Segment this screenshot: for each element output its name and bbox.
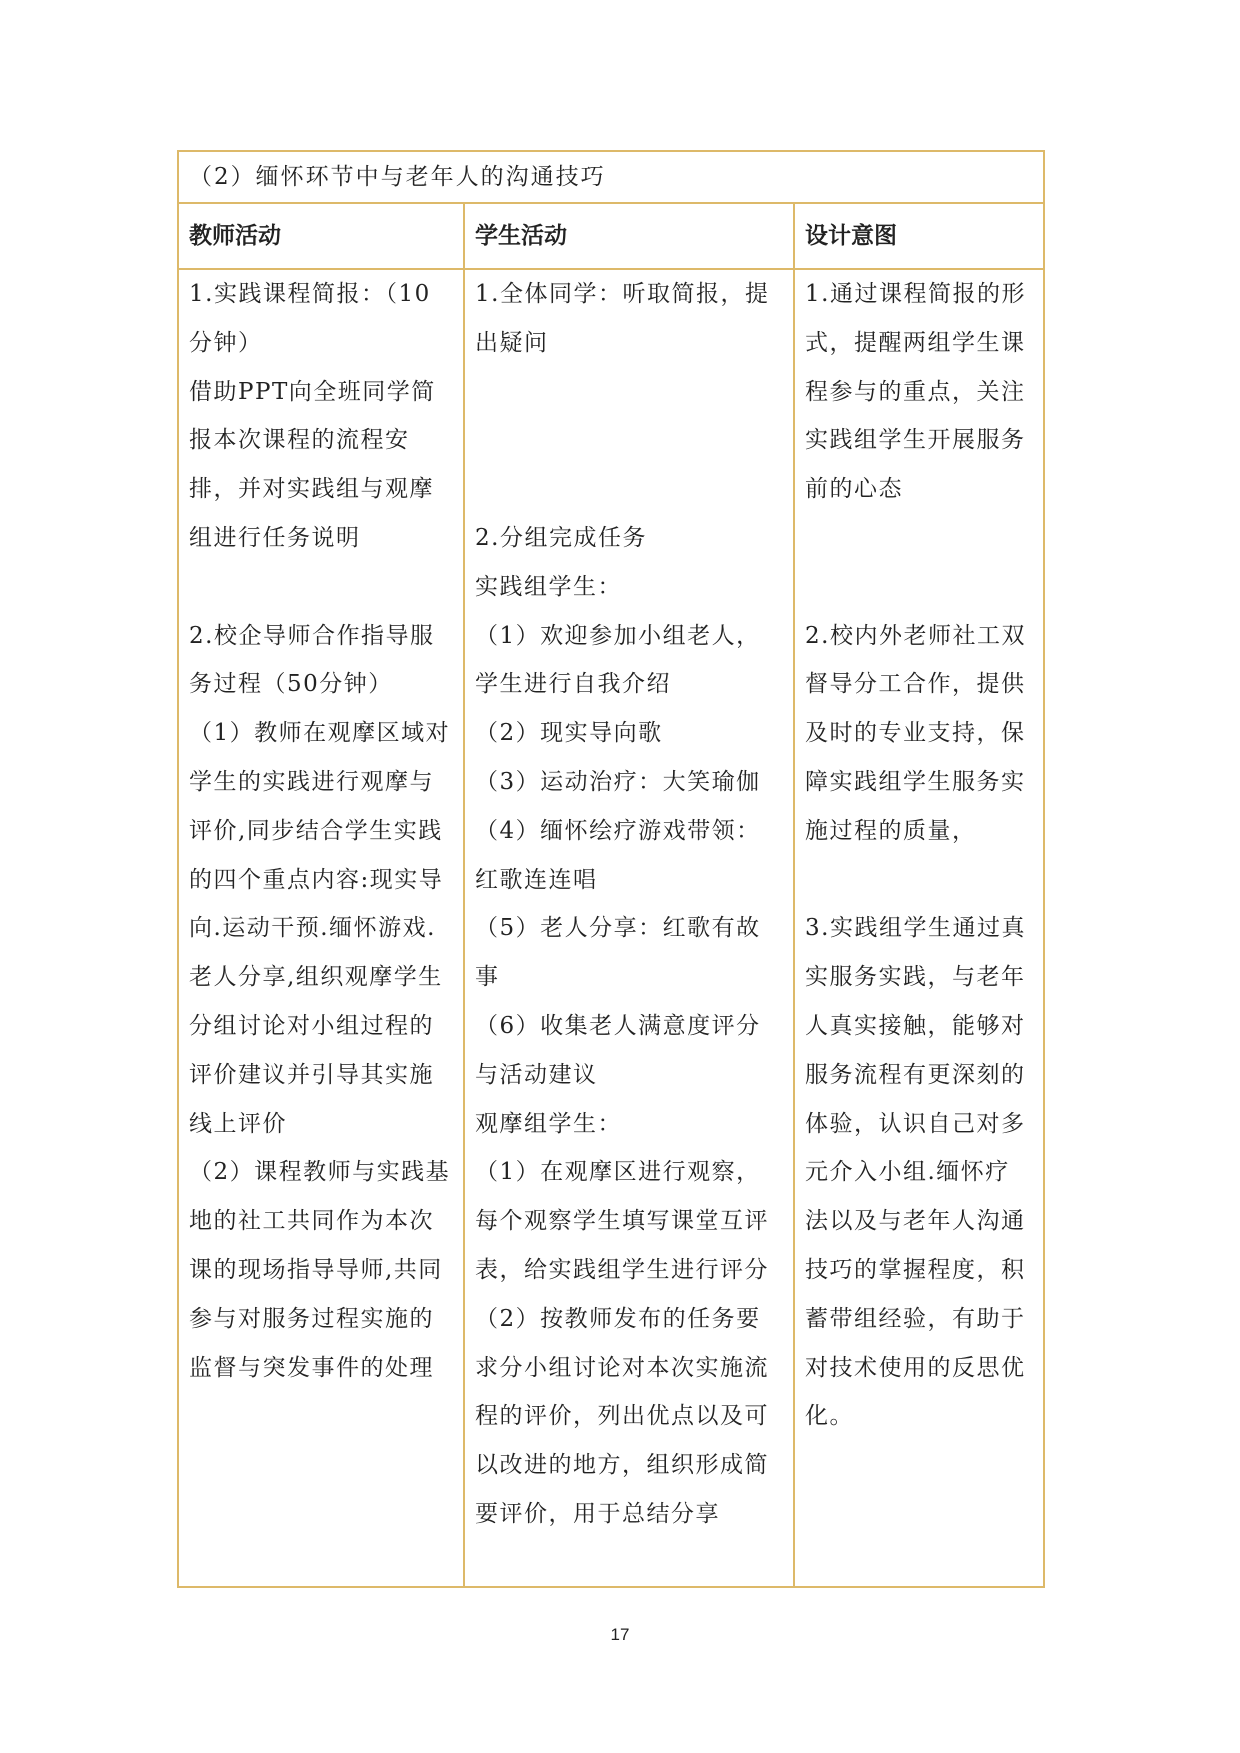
content-row [178, 269, 1044, 1587]
design-intent-block-3: 3.实践组学生通过真实服务实践，与老年人真实接触，能够对服务流程有更深刻的体验，认识自己对多元介入小组.缅怀疗法以及与老年人沟通技巧的掌握程度，积蓄带组经验，有助于对技术使用的反思优化。 [805, 915, 1026, 1430]
student-activity-block-1: 1.全体同学：听取简报，提出疑问 [475, 281, 770, 356]
section-title-row [178, 151, 1044, 203]
header-design-intent: 设计意图 [794, 203, 1044, 269]
page-number: 17 [610, 1625, 630, 1644]
design-intent-cell [794, 269, 1044, 1587]
teacher-activity-block-1: 1.实践课程简报：（10分钟） 借助PPT向全班同学简报本次课程的流程安排，并对实践组与观摩组进行任务说明 [189, 281, 436, 551]
lesson-plan-table [177, 150, 1045, 1588]
teacher-activity-cell [178, 269, 464, 1587]
header-row [178, 203, 1044, 269]
student-activity-block-2: 2.分组完成任务 实践组学生： （1）欢迎参加小组老人，学生进行自我介绍 （2）现实导向歌 （3）运动治疗：大笑瑜伽 （4）缅怀绘疗游戏带领：红歌连连唱 （5）老人分享：红歌有故事 （6）收集老人满意度评分与活动建议 观摩组学生： （1）在观摩区进行观察，每个观察学生填写课堂互评表，给实践组学生进行评分 （2）按教师发布的任务要求分小组讨论对本次实施流程的评价，列出优点以及可以改进的地方，组织形成简要评价，用于总结分享 [475, 524, 769, 1527]
header-teacher-activity: 教师活动 [178, 203, 464, 269]
header-student-activity: 学生活动 [464, 203, 794, 269]
design-intent-block-1: 1.通过课程简报的形式，提醒两组学生课程参与的重点，关注实践组学生开展服务前的心态 [805, 281, 1026, 503]
design-intent-block-2: 2.校内外老师社工双督导分工合作，提供及时的专业支持，保障实践组学生服务实施过程的质量， [805, 622, 1026, 844]
teacher-activity-block-2: 2.校企导师合作指导服务过程（50分钟） （1）教师在观摩区域对学生的实践进行观摩与评价,同步结合学生实践的四个重点内容:现实导向.运动干预.缅怀游戏.老人分享,组织观摩学生分组讨论对小组过程的评价建议并引导其实施线上评价 （2）课程教师与实践基地的社工共同作为本次课的现场指导导师,共同参与对服务过程实施的监督与突发事件的处理 [189, 622, 451, 1381]
student-activity-cell [464, 269, 794, 1587]
section-title: （2）缅怀环节中与老年人的沟通技巧 [178, 151, 1044, 203]
